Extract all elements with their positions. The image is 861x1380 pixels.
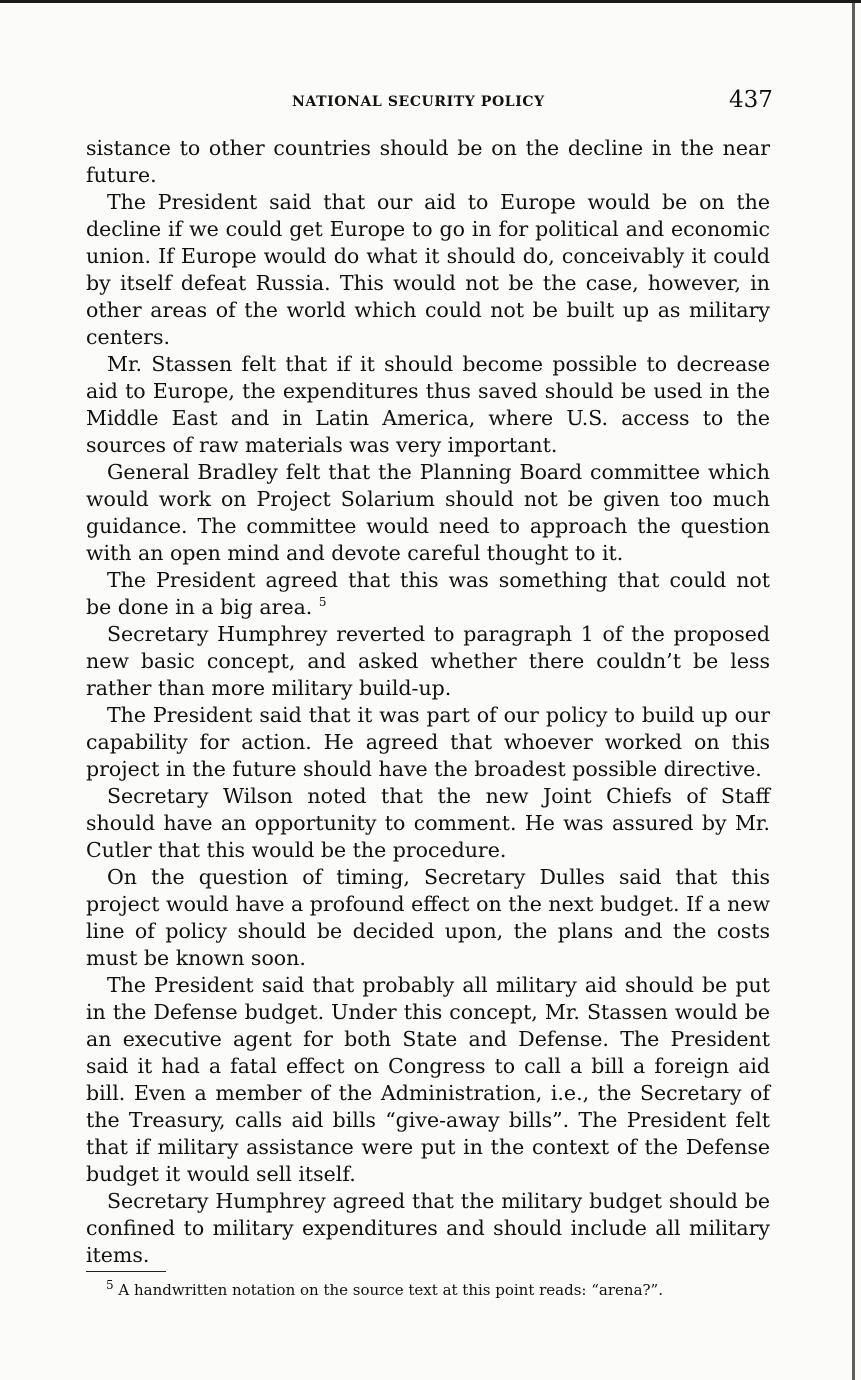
footnote <box>106 1280 746 1300</box>
paragraph: The President said that our aid to Europe would be on the decline if we could get Europe to go in for political and economic union. If Europe would do what it should do, conceivably it could by itself defeat Russia. This would not be the case, however, in other areas of the world which could not be built up as military centers. <box>86 190 770 349</box>
paragraph: Secretary Wilson noted that the new Joint Chiefs of Staff should have an opportunity to comment. He was assured by Mr. Cutler that this would be the procedure. <box>86 784 770 862</box>
paragraph: The President said that probably all military aid should be put in the Defense budget. Under this concept, Mr. Stassen would be an executive agent for both State and Defense. The President said it had a fatal effect on Congress to call a bill a foreign aid bill. Even a member of the Administration, i.e., the Secretary of the Treasury, calls aid bills “give-away bills”. The President felt that if military assistance were put in the context of the Defense budget it would sell itself. <box>86 973 770 1186</box>
page-number: 437 <box>729 87 773 113</box>
footnote-text: A handwritten notation on the source text at this point reads: “arena?”. <box>118 1281 663 1299</box>
body-text <box>86 135 770 1269</box>
paragraph: Secretary Humphrey agreed that the military budget should be confined to military expenditures and should include all military items. <box>86 1189 770 1267</box>
running-head: NATIONAL SECURITY POLICY <box>292 94 545 110</box>
paragraph: Mr. Stassen felt that if it should become possible to decrease aid to Europe, the expenditures thus saved should be used in the Middle East and in Latin America, where U.S. access to the sources of raw materials was very important. <box>86 352 770 457</box>
paragraph: General Bradley felt that the Planning Board committee which would work on Project Solarium should not be given too much guidance. The committee would need to approach the question with an open mind and devote careful thought to it. <box>86 460 770 565</box>
footnote-reference[interactable]: 5 <box>318 595 327 610</box>
paragraph-text: The President agreed that this was something that could not be done in a big area. <box>86 568 770 619</box>
paragraph <box>86 567 770 621</box>
paragraph: sistance to other countries should be on the decline in the near future. <box>86 136 770 187</box>
paragraph: Secretary Humphrey reverted to paragraph 1 of the proposed new basic concept, and asked whether there couldn’t be less rather than more military build-up. <box>86 622 770 700</box>
footnote-divider <box>86 1271 166 1272</box>
paragraph: The President said that it was part of our policy to build up our capability for action. He agreed that whoever worked on this project in the future should have the broadest possible directive. <box>86 703 770 781</box>
footnote-marker: 5 <box>106 1278 114 1292</box>
page-edge-shadow <box>852 3 855 1380</box>
paragraph: On the question of timing, Secretary Dulles said that this project would have a profound effect on the next budget. If a new line of policy should be decided upon, the plans and the costs must be known soon. <box>86 865 770 970</box>
